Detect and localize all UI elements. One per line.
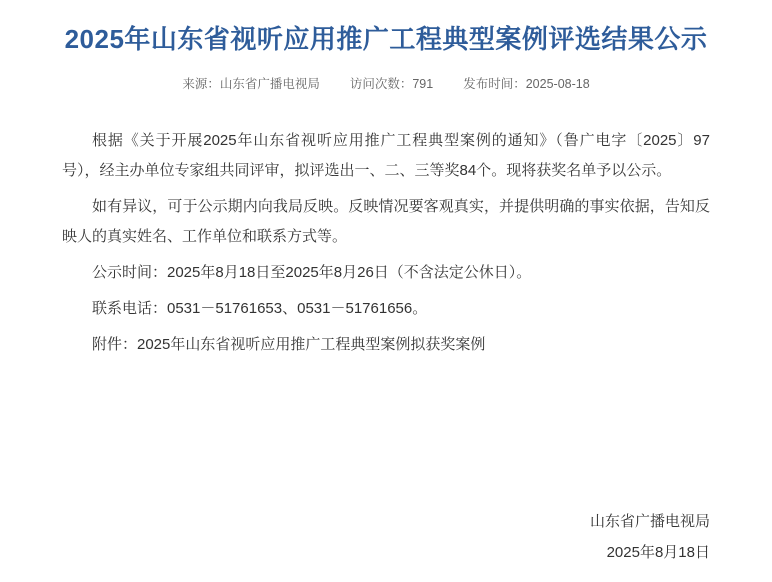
- meta-source-value: 山东省广播电视局: [219, 77, 320, 91]
- meta-views-label: 访问次数：: [349, 77, 413, 91]
- body-paragraph: 联系电话：0531－51761653、0531－51761656。: [92, 300, 428, 317]
- meta-publish-value: 2025-08-18: [525, 77, 590, 91]
- document-body: [0, 126, 772, 360]
- meta-views: [350, 74, 433, 92]
- signature-org: 山东省广播电视局: [589, 513, 710, 530]
- body-paragraph: 公示时间：2025年8月18日至2025年8月26日（不含法定公休日）。: [92, 264, 532, 281]
- body-paragraph: 根据《关于开展2025年山东省视听应用推广工程典型案例的通知》（鲁广电字〔2025〕97号），经主办单位专家组共同评审，拟评选出一、二、三等奖84个。现将获奖名单予以公示。: [62, 132, 710, 179]
- signature-block: [590, 506, 710, 568]
- document-meta: [0, 74, 772, 92]
- meta-source-label: 来源：: [182, 77, 220, 91]
- page-title: 2025年山东省视听应用推广工程典型案例评选结果公示: [64, 24, 708, 54]
- body-paragraph: 如有异议，可于公示期内向我局反映。反映情况要客观真实，并提供明确的事实依据，告知反映人的真实姓名、工作单位和联系方式等。: [62, 198, 710, 245]
- attachment-line: 附件：2025年山东省视听应用推广工程典型案例拟获奖案例: [92, 336, 486, 353]
- signature-date: 2025年8月18日: [606, 544, 710, 561]
- meta-publish-label: 发布时间：: [463, 77, 526, 91]
- meta-source: [182, 74, 320, 92]
- meta-views-value: 791: [412, 77, 434, 91]
- meta-publish-time: [463, 74, 589, 92]
